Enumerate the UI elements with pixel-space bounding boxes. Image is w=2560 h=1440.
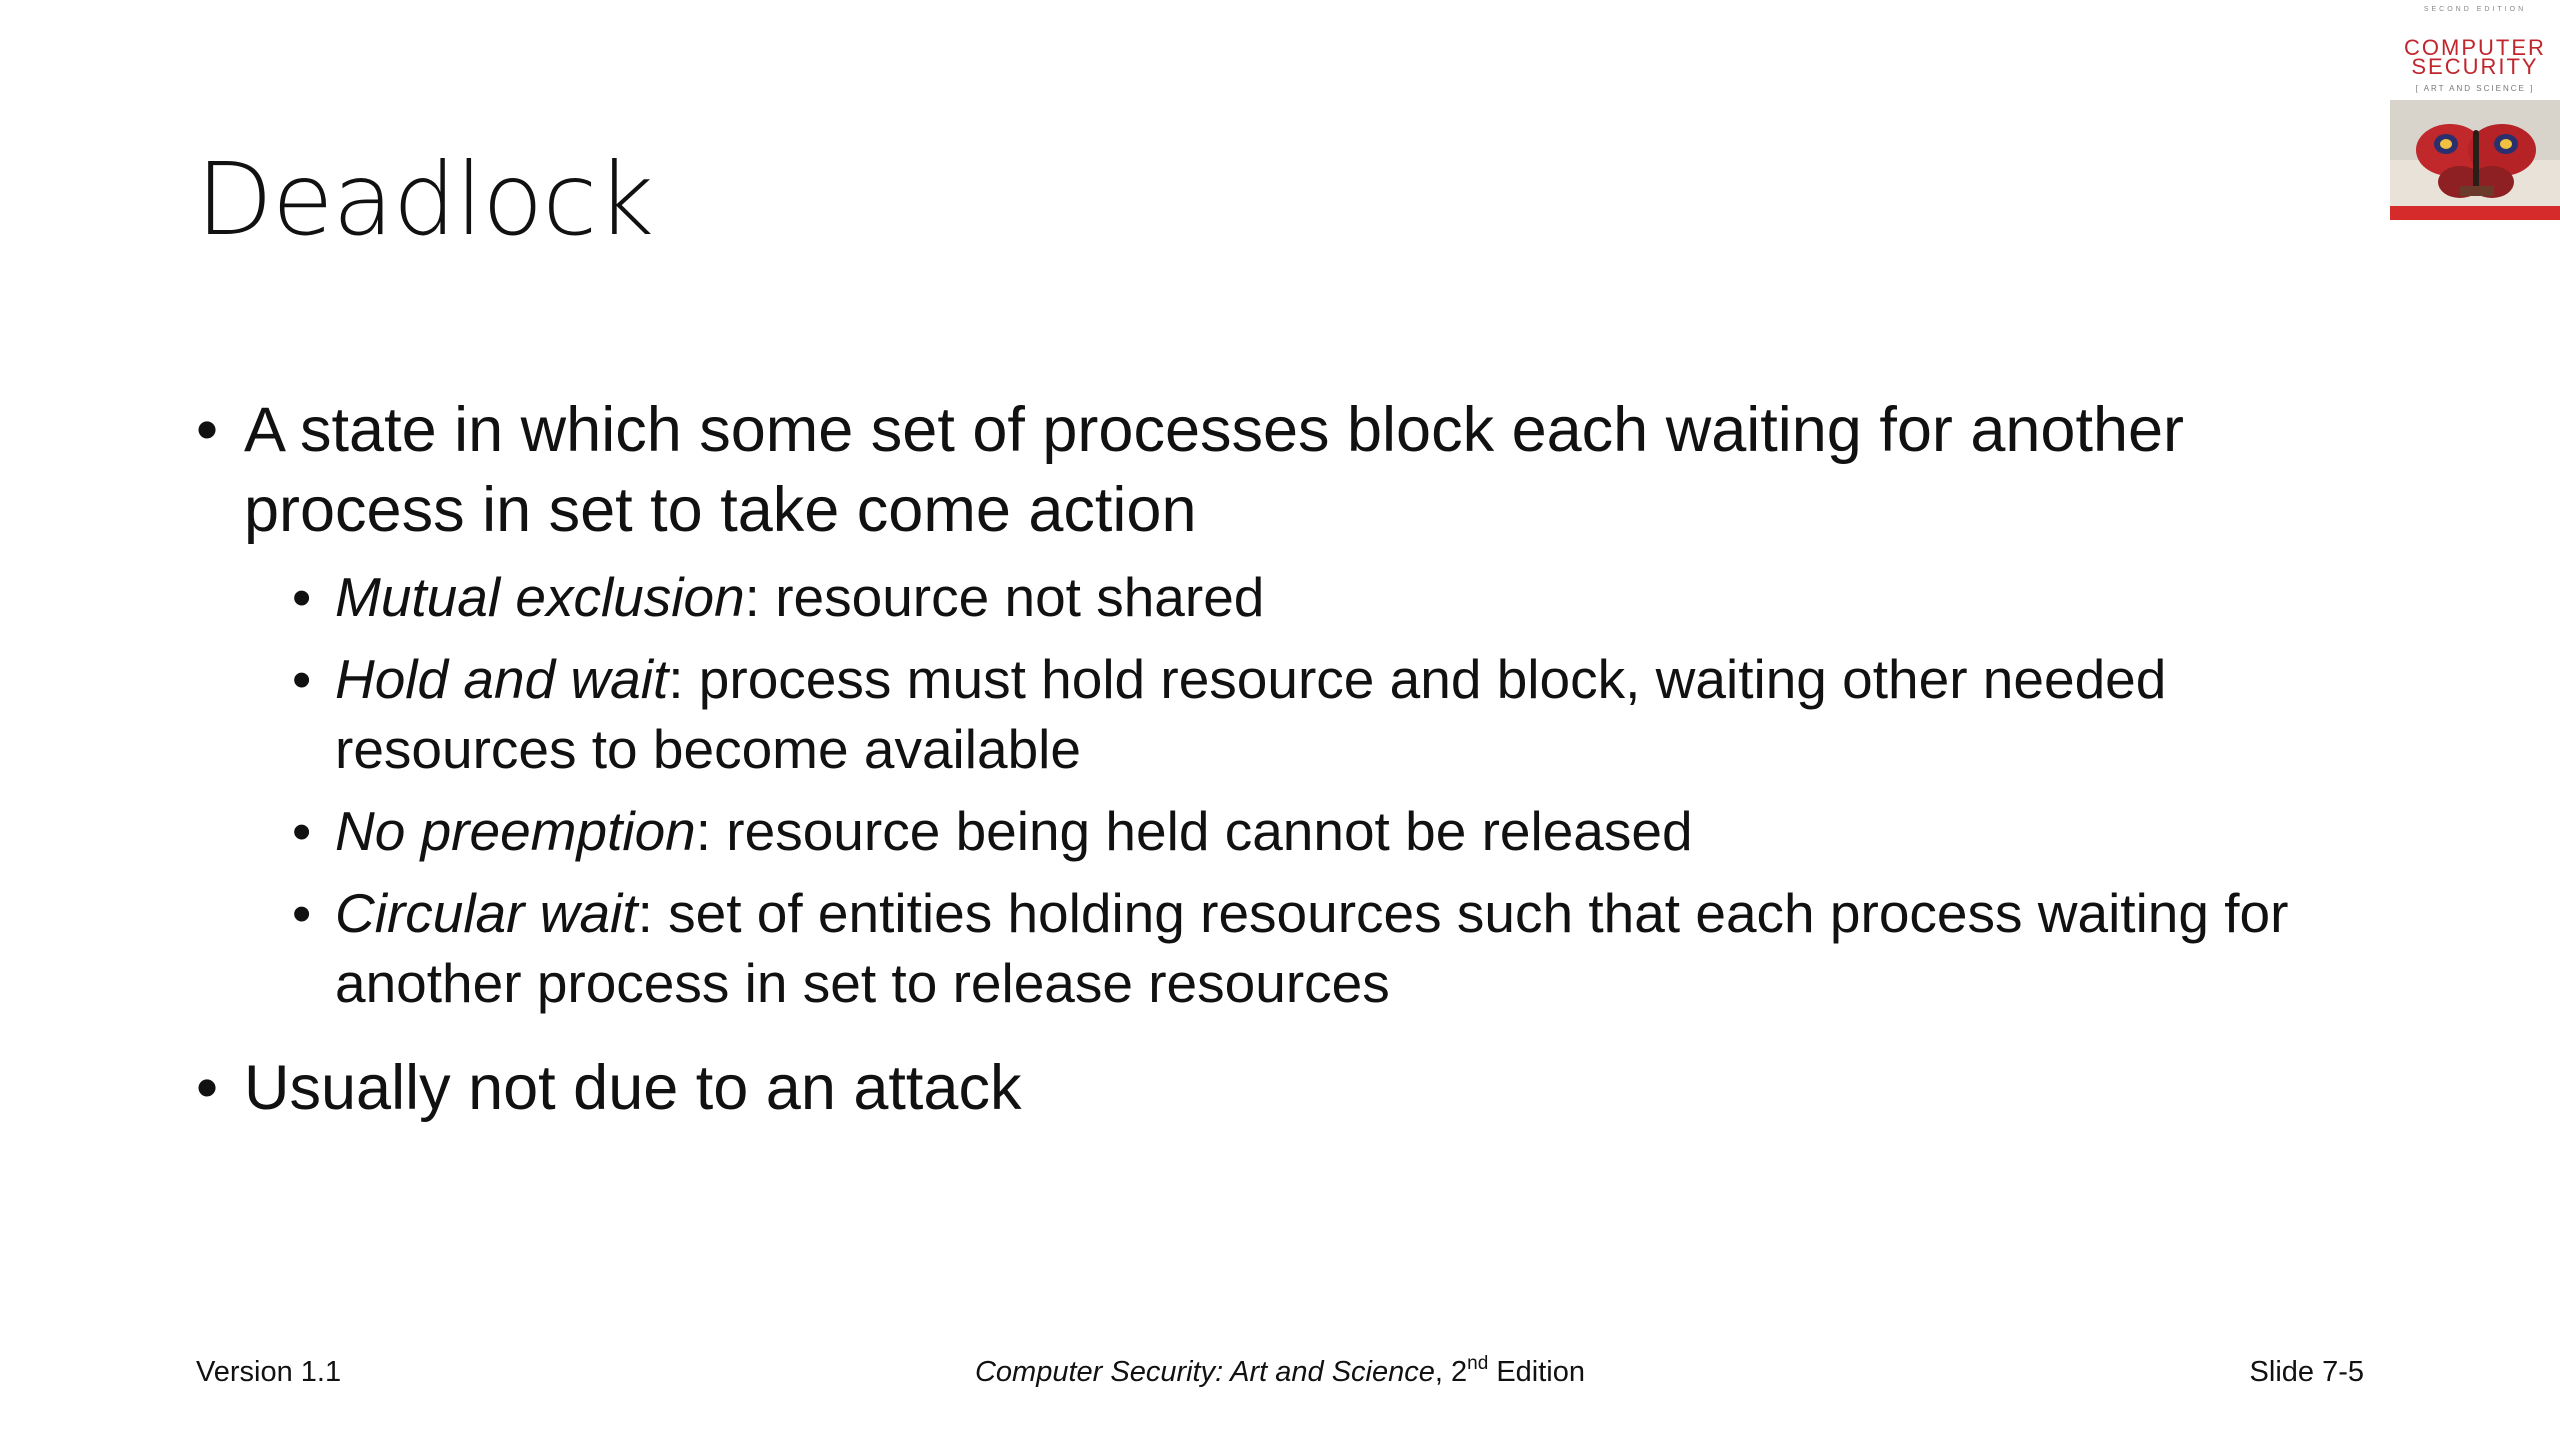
bullet-marker: • [196, 395, 219, 465]
term-description: : process must hold resource and block, waiting other needed resources to become available [335, 648, 2167, 780]
sub-bullet-item [292, 562, 2376, 632]
cover-title: COMPUTER SECURITY [2404, 35, 2546, 79]
edition-prefix: , 2 [1434, 1356, 1468, 1388]
sub-bullet-item [292, 644, 2376, 784]
bullet-item [196, 390, 2376, 550]
slide-title: Deadlock [196, 141, 654, 258]
bullet-marker: • [292, 566, 312, 628]
bullet-marker: • [292, 882, 312, 944]
bullet-item [196, 1048, 2376, 1128]
edition-superscript: nd [1467, 1353, 1489, 1374]
sub-bullet-item [292, 796, 2376, 866]
bullet-text: Usually not due to an attack [244, 1053, 1022, 1123]
term-label: Circular wait [335, 882, 638, 944]
book-cover-thumbnail [2390, 0, 2560, 220]
term-label: Hold and wait [335, 648, 669, 710]
book-title: Computer Security: Art and Science [974, 1356, 1435, 1388]
sub-bullet-item [292, 878, 2376, 1018]
term-description: : resource not shared [744, 566, 1265, 628]
bullet-marker: • [292, 648, 312, 710]
footer-slide-number: Slide 7-5 [2249, 1356, 2364, 1388]
footer-version: Version 1.1 [196, 1356, 342, 1388]
term-label: No preemption [335, 800, 696, 862]
sub-bullet-list [292, 562, 2376, 1018]
bullet-marker: • [196, 1053, 219, 1123]
bullet-marker: • [292, 800, 312, 862]
bullet-text: A state in which some set of processes block each waiting for another process in set to take come action [244, 395, 2185, 545]
term-description: : resource being held cannot be released [695, 800, 1693, 862]
cover-subtitle: [ ART AND SCIENCE ] [2415, 84, 2535, 93]
slide-body [196, 390, 2376, 1128]
butterfly-image-icon [2390, 100, 2560, 220]
footer-book-title [0, 1352, 2560, 1392]
term-description: : set of entities holding resources such that each process waiting for another process in set to release resources [335, 882, 2289, 1014]
edition-suffix: Edition [1488, 1356, 1586, 1388]
term-label: Mutual exclusion [335, 566, 745, 628]
cover-edition-label: SECOND EDITION [2423, 6, 2527, 13]
